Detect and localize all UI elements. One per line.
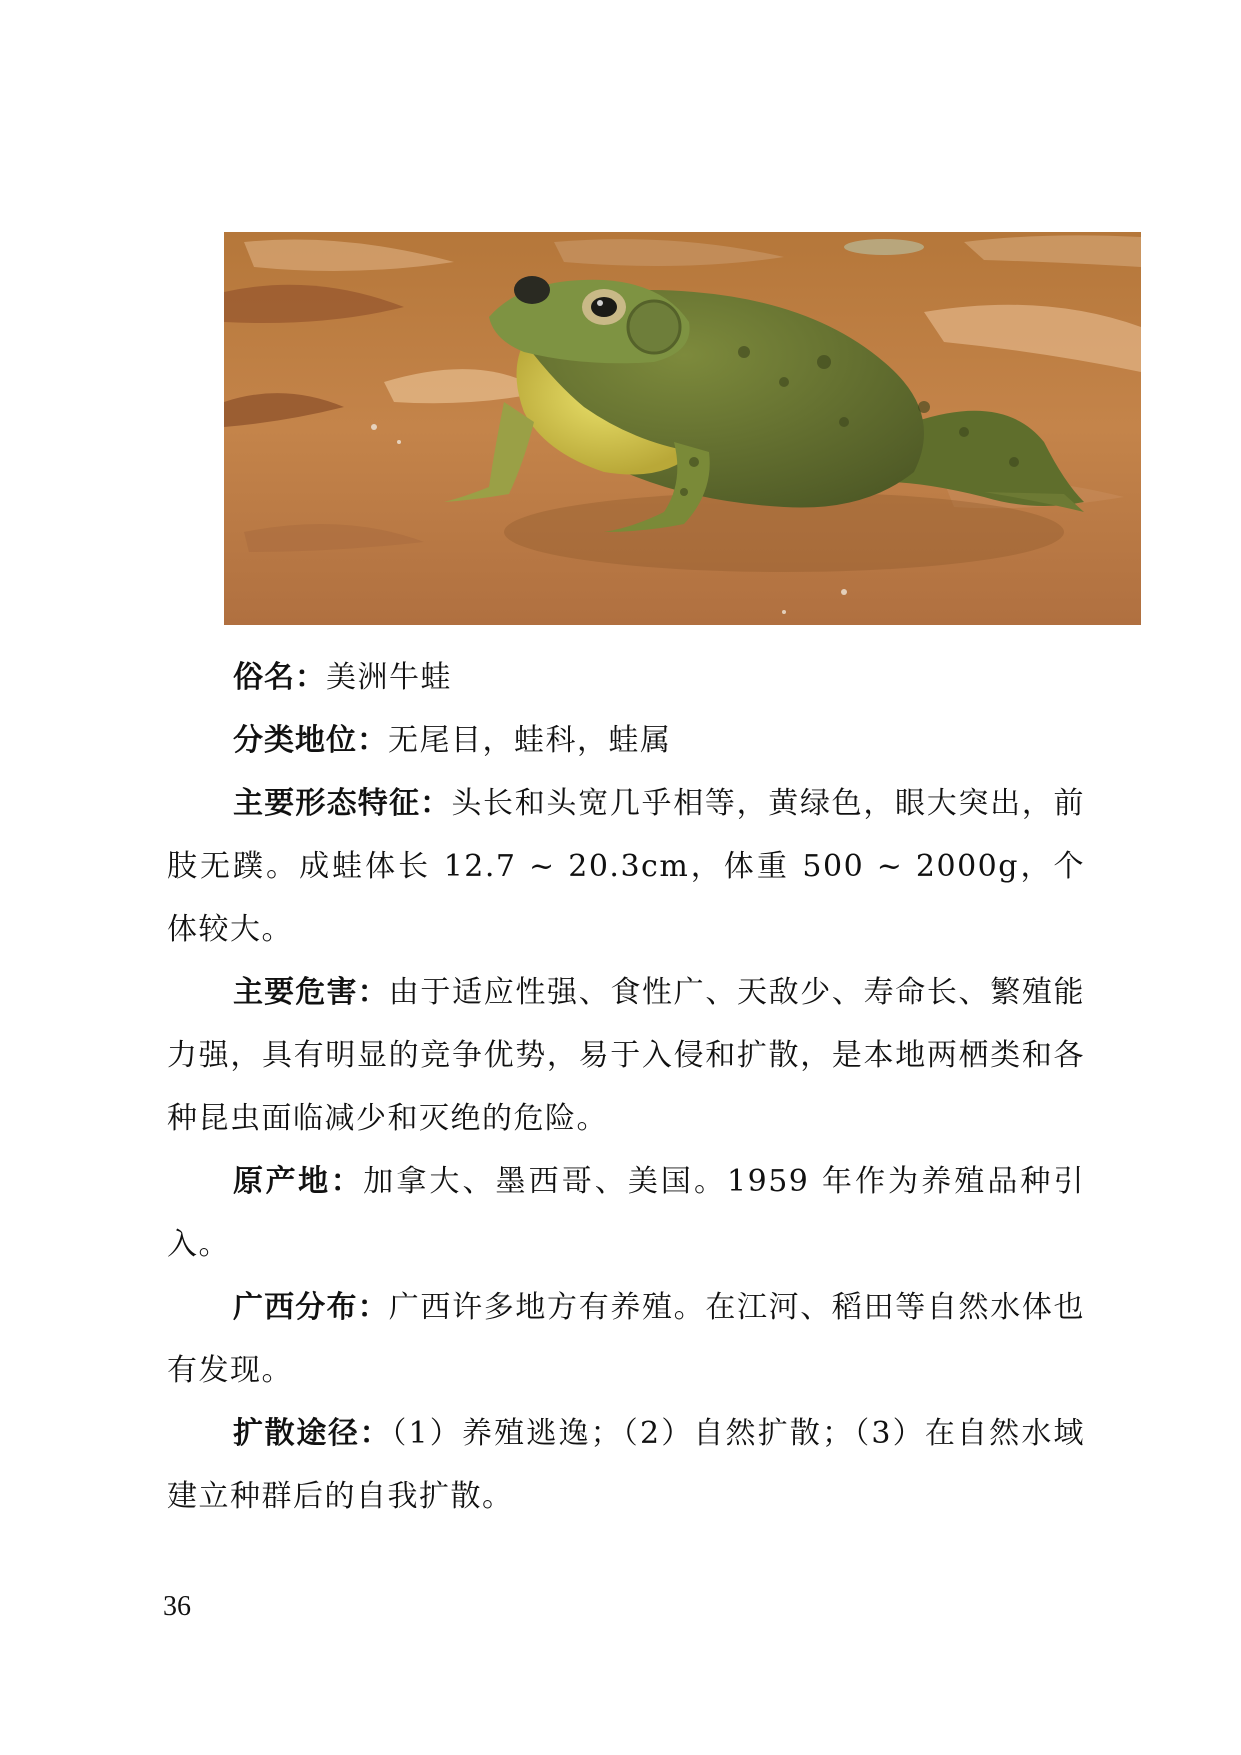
morphology-label: 主要形态特征： [233, 786, 452, 821]
spread-pathway-label: 扩散途径： [233, 1416, 392, 1451]
common-name-entry [167, 646, 1085, 709]
distribution-label: 广西分布： [233, 1290, 389, 1325]
harm-entry [167, 961, 1085, 1150]
taxonomy-label: 分类地位： [233, 723, 388, 758]
species-description [167, 646, 1085, 1528]
morphology-entry [167, 772, 1085, 961]
page-number: 36 [163, 1591, 191, 1622]
origin-text: 加拿大、墨西哥、美国。1959 年作为养殖品种引入。 [167, 1164, 1085, 1262]
common-name-label: 俗名： [233, 660, 326, 695]
bullfrog-photo [224, 232, 1141, 625]
origin-label: 原产地： [233, 1164, 364, 1199]
spread-pathway-entry [167, 1402, 1085, 1528]
taxonomy-entry [167, 709, 1085, 772]
spread-pathway-text: （1）养殖逃逸；（2）自然扩散；（3）在自然水域建立种群后的自我扩散。 [167, 1416, 1086, 1514]
morphology-text: 头长和头宽几乎相等，黄绿色，眼大突出，前肢无蹼。成蛙体长 12.7 ~ 20.3cm，体重 500 ~ 2000g，个体较大。 [167, 786, 1086, 947]
origin-entry [167, 1150, 1085, 1276]
distribution-entry [167, 1276, 1085, 1402]
common-name-text: 美洲牛蛙 [326, 660, 452, 695]
harm-label: 主要危害： [233, 975, 389, 1010]
taxonomy-text: 无尾目，蛙科，蛙属 [388, 723, 672, 758]
distribution-text: 广西许多地方有养殖。在江河、稻田等自然水体也有发现。 [167, 1290, 1086, 1388]
harm-text: 由于适应性强、食性广、天敌少、寿命长、繁殖能力强，具有明显的竞争优势，易于入侵和扩散，是本地两栖类和各种昆虫面临减少和灭绝的危险。 [167, 975, 1086, 1136]
